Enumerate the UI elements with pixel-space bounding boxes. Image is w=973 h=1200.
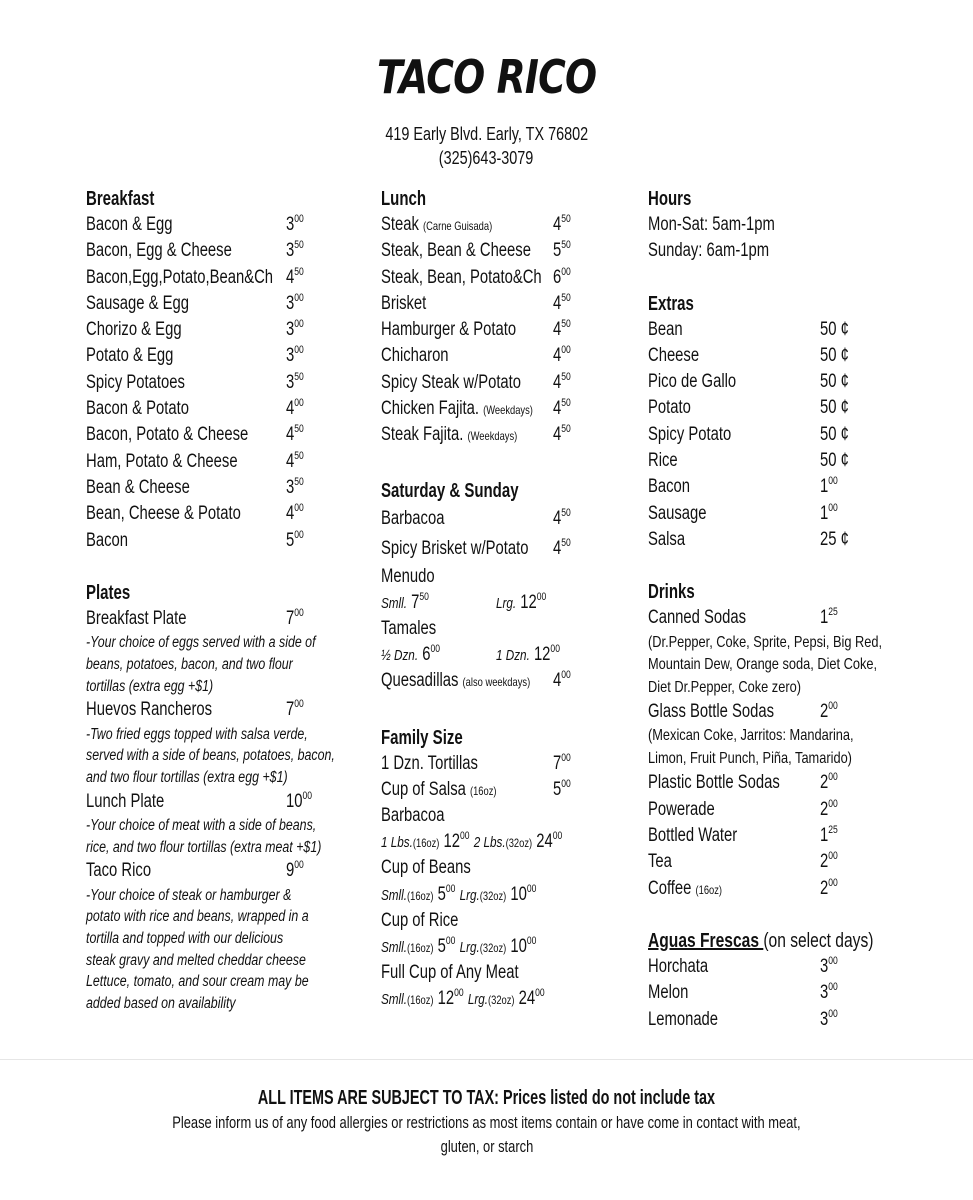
menu-item — [86, 528, 356, 554]
item-price: 50 ¢ — [820, 450, 849, 472]
contact-info — [0, 122, 973, 170]
item-price: $2^{00}$ — [820, 771, 838, 794]
menu-item — [648, 369, 888, 395]
menu-item — [381, 265, 621, 291]
item-price: $3^{00}$ — [820, 955, 838, 978]
item-name: Bacon,Egg,Potato,Bean&Ch — [86, 266, 274, 288]
menu-item — [86, 265, 356, 291]
item-price: $5^{50}$ — [553, 239, 571, 262]
item-price: $1^{00}$ — [820, 475, 838, 498]
item-price: $3^{00}$ — [286, 344, 304, 367]
menudo-sizes: Smll. $7^{50}$ Lrg. $12^{00}$ — [381, 590, 547, 613]
menu-item — [648, 474, 888, 500]
restaurant-logo — [0, 50, 973, 104]
item-name: Chicken Fajita. (Weekdays) — [381, 398, 533, 420]
tax-notice: ALL ITEMS ARE SUBJECT TO TAX: Prices listed do not include tax — [257, 1087, 716, 1109]
item-name: Full Cup of Any Meat — [381, 962, 519, 984]
item-name: Huevos Rancheros — [86, 699, 213, 721]
item-description: (Mexican Coke, Jarritos: Mandarina, Limon, Fruit Punch, Piña, Tamarido) — [648, 727, 854, 767]
item-price: $3^{00}$ — [820, 981, 838, 1004]
menu-item — [86, 396, 356, 422]
menu-item — [648, 770, 888, 796]
footer — [0, 1085, 973, 1159]
allergy-notice: gluten, or starch — [440, 1137, 533, 1156]
item-price: $6^{00}$ — [553, 265, 571, 288]
item-price: $2^{00}$ — [820, 850, 838, 873]
menu-item — [86, 449, 356, 475]
item-name: Cup of Rice — [381, 909, 459, 931]
divider — [0, 1059, 973, 1060]
item-price: $4^{50}$ — [553, 397, 571, 420]
item-price: $3^{00}$ — [286, 213, 304, 235]
tamales-sizes: ½ Dzn. $6^{00}$ 1 Dzn. $12^{00}$ — [381, 643, 560, 666]
menu-item: Quesadillas (also weekdays) $4^{00}$ — [381, 669, 571, 692]
column-middle — [381, 186, 621, 1012]
menu-item — [648, 876, 888, 902]
item-name: Powerade — [648, 798, 715, 820]
item-name: Salsa — [648, 528, 686, 550]
item-name: Potato & Egg — [86, 345, 174, 367]
item-name: Steak, Bean & Cheese — [381, 240, 531, 262]
section-title-family: Family Size — [381, 726, 463, 749]
item-name: Tea — [648, 851, 672, 873]
item-name: Potato — [648, 397, 691, 419]
menu-item — [648, 422, 888, 448]
item-name: Breakfast Plate — [86, 607, 187, 629]
item-name: Steak, Bean, Potato&Ch — [381, 266, 542, 288]
column-left — [86, 186, 356, 1015]
item-name: Sausage — [648, 502, 707, 524]
section-title-hours: Hours — [648, 188, 692, 210]
menu-item — [86, 422, 356, 448]
section-title-plates: Plates — [86, 581, 131, 604]
item-name: Chicharon — [381, 345, 449, 367]
plates-list — [86, 606, 356, 1015]
item-name: Rice — [648, 450, 678, 472]
allergy-notice: Please inform us of any food allergies or restrictions as most items contain or have come in contact with meat, — [172, 1113, 801, 1132]
lunch-list — [381, 212, 621, 449]
menu-item-menudo: Menudo — [381, 565, 435, 587]
menu-item — [86, 475, 356, 501]
item-price: 50 ¢ — [820, 371, 849, 393]
menu-item — [648, 343, 888, 369]
item-price: $9^{00}$ — [286, 859, 304, 882]
item-name: Bacon, Potato & Cheese — [86, 424, 249, 446]
item-name: Bean & Cheese — [86, 476, 190, 498]
item-name: Bottled Water — [648, 824, 738, 846]
item-name: Brisket — [381, 292, 427, 314]
item-price: $3^{00}$ — [286, 291, 304, 314]
size-options: Smll.(16oz) $5^{00}$ Lrg.(32oz) $10^{00}$ — [381, 935, 537, 958]
item-price: $4^{50}$ — [286, 449, 304, 472]
item-name: Lemonade — [648, 1008, 719, 1030]
item-name: Lunch Plate — [86, 790, 165, 812]
item-name: Bean — [648, 318, 683, 340]
menu-item: Glass Bottle Sodas $2^{00}$ — [648, 700, 838, 723]
item-name: Coffee (16oz) — [648, 877, 723, 899]
item-price: $3^{50}$ — [286, 475, 304, 498]
item-price: $1^{25}$ — [820, 823, 838, 846]
item-description: -Your choice of meat with a side of beans, rice, and two flour tortillas (extra meat +$1) — [86, 816, 322, 856]
item-name: Pico de Gallo — [648, 371, 737, 393]
menu-item — [86, 370, 356, 396]
item-name: Ham, Potato & Cheese — [86, 450, 238, 472]
item-name: Taco Rico — [86, 860, 152, 882]
item-name: Barbacoa — [381, 805, 445, 827]
item-price: $2^{00}$ — [820, 876, 838, 899]
menu-item: 1 Dzn. Tortillas $7^{00}$ — [381, 751, 571, 774]
phone: (325)643-3079 — [439, 148, 534, 168]
item-price: $1^{00}$ — [820, 501, 838, 524]
item-name: Bacon — [648, 476, 691, 498]
section-title-weekend: Saturday & Sunday — [381, 479, 519, 502]
menu-item — [86, 789, 356, 815]
menu-item — [381, 422, 621, 448]
item-price: $10^{00}$ — [286, 789, 313, 812]
menu-item — [86, 212, 356, 238]
menu-item — [86, 317, 356, 343]
item-price: 50 ¢ — [820, 397, 849, 419]
item-price: 50 ¢ — [820, 423, 849, 445]
item-name: Sausage & Egg — [86, 292, 189, 314]
item-price: $3^{50}$ — [286, 370, 304, 393]
item-price: $4^{50}$ — [286, 423, 304, 446]
menu-item — [648, 1007, 888, 1033]
drinks-list — [648, 770, 888, 901]
item-description: -Your choice of steak or hamburger & potato with rice and beans, wrapped in a tortilla and topped with our delicious steak gravy and melted cheddar cheese Lettuce, tomato, and sour cream may be added based on availability — [86, 886, 309, 1013]
item-name: Bacon & Potato — [86, 398, 189, 420]
menu-item — [381, 370, 621, 396]
item-name: Bacon — [86, 529, 129, 551]
section-title-breakfast: Breakfast — [86, 188, 155, 210]
restaurant-title: TACO RICO — [376, 50, 597, 104]
menu-item — [381, 396, 621, 422]
menu-item — [86, 501, 356, 527]
menu-item — [648, 395, 888, 421]
item-name: Hamburger & Potato — [381, 319, 517, 341]
menu-item — [86, 858, 356, 884]
hours-line: Sunday: 6am-1pm — [648, 240, 770, 262]
item-price: $2^{00}$ — [820, 797, 838, 820]
section-title-extras: Extras — [648, 292, 694, 315]
aguas-list — [648, 954, 888, 1033]
item-price: $4^{00}$ — [286, 502, 304, 525]
menu-item — [86, 606, 356, 632]
item-name: Plastic Bottle Sodas — [648, 772, 780, 794]
menu-item — [381, 855, 621, 881]
item-name: Spicy Potato — [648, 423, 732, 445]
item-name: Chorizo & Egg — [86, 319, 182, 341]
menu-item: Cup of Salsa (16oz) $5^{00}$ — [381, 777, 571, 800]
item-name: Spicy Potatoes — [86, 371, 185, 393]
item-price: $3^{50}$ — [286, 239, 304, 262]
menu-item — [648, 849, 888, 875]
menu-item: Canned Sodas $1^{25}$ — [648, 606, 838, 629]
item-name: Steak Fajita. (Weekdays) — [381, 424, 518, 446]
extras-list — [648, 317, 888, 554]
menu-item — [86, 291, 356, 317]
item-name: Bean, Cheese & Potato — [86, 503, 241, 525]
item-name: Melon — [648, 982, 689, 1004]
section-title-aguas: Aguas Frescas (on select days) — [648, 929, 874, 952]
address: 419 Early Blvd. Early, TX 76802 — [385, 124, 588, 144]
menu-item — [648, 823, 888, 849]
item-price: 25 ¢ — [820, 528, 849, 550]
item-name: Bacon & Egg — [86, 214, 173, 235]
size-options: Smll.(16oz) $12^{00}$ Lrg.(32oz) $24^{00}$ — [381, 987, 545, 1010]
menu-item — [648, 501, 888, 527]
section-title-lunch: Lunch — [381, 188, 426, 210]
item-description: (Dr.Pepper, Coke, Sprite, Pepsi, Big Red, Mountain Dew, Orange soda, Diet Coke, Diet Dr.Pepper, Coke zero) — [648, 633, 883, 696]
item-price: $7^{00}$ — [286, 698, 304, 721]
menu-item — [381, 908, 621, 934]
item-price: $4^{50}$ — [286, 265, 304, 288]
item-name: Horchata — [648, 956, 709, 978]
menu-item: Spicy Brisket w/Potato $4^{50}$ — [381, 536, 571, 559]
item-name: Steak (Carne Guisada) — [381, 214, 493, 235]
item-price: $4^{00}$ — [286, 397, 304, 420]
item-name: Spicy Steak w/Potato — [381, 371, 522, 393]
item-name: Cup of Beans — [381, 857, 471, 879]
menu-item-tamales: Tamales — [381, 617, 437, 639]
item-description: -Two fried eggs topped with salsa verde, served with a side of beans, potatoes, bacon, and two flour tortillas (extra egg +$1) — [86, 725, 335, 786]
menu-item — [381, 343, 621, 369]
menu-item — [648, 448, 888, 474]
size-options: Smll.(16oz) $5^{00}$ Lrg.(32oz) $10^{00}$ — [381, 882, 537, 905]
menu-item — [648, 527, 888, 553]
size-options: 1 Lbs.(16oz) $12^{00}$ 2 Lbs.(32oz) $24^{00}$ — [381, 830, 563, 853]
item-price: $4^{50}$ — [553, 291, 571, 314]
menu-item — [381, 803, 621, 829]
menu-item — [86, 697, 356, 723]
menu-item — [381, 238, 621, 264]
item-name: Bacon, Egg & Cheese — [86, 240, 232, 262]
item-price: $5^{00}$ — [286, 528, 304, 551]
family-size-list — [381, 803, 621, 1012]
menu-item — [648, 954, 888, 980]
menu-item — [648, 980, 888, 1006]
menu-item — [381, 960, 621, 986]
item-price: $3^{00}$ — [286, 318, 304, 341]
item-price: $7^{00}$ — [286, 606, 304, 629]
menu-item — [381, 317, 621, 343]
item-name: Cheese — [648, 344, 700, 366]
menu-item: Barbacoa $4^{50}$ — [381, 506, 571, 529]
item-price: $3^{00}$ — [820, 1007, 838, 1030]
item-description: -Your choice of eggs served with a side of beans, potatoes, bacon, and two flour tortillas (extra egg +$1) — [86, 634, 316, 695]
menu-item — [381, 212, 621, 238]
item-price: $4^{50}$ — [553, 423, 571, 446]
menu-item — [648, 317, 888, 343]
breakfast-list — [86, 212, 356, 554]
item-price: $4^{50}$ — [553, 213, 571, 235]
item-price: $4^{00}$ — [553, 344, 571, 367]
item-price: 50 ¢ — [820, 318, 849, 340]
menu-item — [381, 291, 621, 317]
section-title-drinks: Drinks — [648, 581, 695, 604]
hours-line: Mon-Sat: 5am-1pm — [648, 214, 775, 235]
item-price: 50 ¢ — [820, 344, 849, 366]
menu-item — [86, 238, 356, 264]
menu-item — [648, 797, 888, 823]
menu-item — [86, 343, 356, 369]
item-price: $4^{50}$ — [553, 370, 571, 393]
column-right — [648, 186, 888, 1033]
item-price: $4^{50}$ — [553, 318, 571, 341]
